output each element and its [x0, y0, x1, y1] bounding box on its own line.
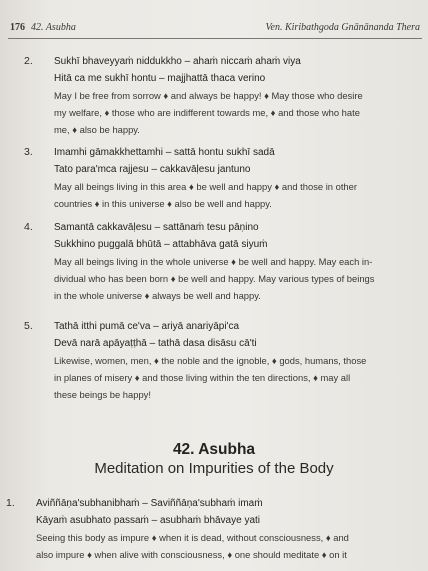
verse-number: 1.	[6, 497, 15, 509]
translation-line: my welfare, ♦ those who are indifferent towards me, ♦ and those who hate	[54, 107, 360, 118]
translation-line: Likewise, women, men, ♦ the noble and the ignoble, ♦ gods, humans, those	[54, 355, 367, 366]
pali-line: Hitā ca me sukhī hontu – majjhattā thaca verino	[54, 73, 266, 84]
chapter-running-title: 42. Asubha	[31, 22, 76, 33]
translation-line: May all beings living in the whole universe ♦ be well and happy. May each in-	[54, 256, 373, 267]
author-running-title: Ven. Kiribathgoda Gnānānanda Thera	[265, 22, 420, 33]
page-number: 176	[10, 22, 25, 33]
header-rule	[8, 38, 422, 39]
translation-line: these beings be happy!	[54, 389, 151, 400]
translation-line: countries ♦ in this universe ♦ also be well and happy.	[54, 198, 272, 209]
verse-number: 2.	[24, 55, 33, 67]
verse-number: 3.	[24, 146, 33, 158]
verse-number: 5.	[24, 320, 33, 332]
translation-line: May all beings living in this area ♦ be well and happy ♦ and those in other	[54, 181, 357, 192]
translation-line: also impure ♦ when alive with consciousness, ♦ one should meditate ♦ on it	[36, 549, 347, 560]
pali-line: Tato para'mca rajjesu – cakkavāḷesu jantuno	[54, 164, 251, 175]
translation-line: May I be free from sorrow ♦ and always be happy! ♦ May those who desire	[54, 90, 363, 101]
section-subtitle: Meditation on Impurities of the Body	[94, 460, 334, 477]
pali-line: Kāyaṁ asubhato passaṁ – asubhaṁ bhāvaye yati	[36, 515, 261, 526]
translation-line: in the whole universe ♦ always be well and happy.	[54, 290, 261, 301]
pali-line: Tathā itthi pumā ce'va – ariyā anariyāpi'ca	[54, 321, 240, 332]
translation-line: in planes of misery ♦ and those living within the ten directions, ♦ may all	[54, 372, 351, 383]
pali-line: Imamhi gāmakkhettamhi – sattā hontu sukhī sadā	[54, 147, 275, 158]
pali-line: Aviññāṇa'subhanibhaṁ – Saviññāṇa'subhaṁ imaṁ	[36, 498, 263, 509]
translation-line: me, ♦ also be happy.	[54, 124, 140, 135]
verse-number: 4.	[24, 221, 33, 233]
pali-line: Sukhī bhaveyyaṁ niddukkho – ahaṁ niccaṁ ahaṁ viya	[54, 56, 301, 67]
pali-line: Sukkhino puggalā bhūtā – attabhāva gatā siyuṁ	[54, 239, 268, 250]
translation-line: dividual who has been born ♦ be well and happy. May various types of beings	[54, 273, 375, 284]
section-title: 42. Asubha	[172, 441, 256, 458]
translation-line: Seeing this body as impure ♦ when it is dead, without consciousness, ♦ and	[36, 532, 349, 543]
pali-line: Devā narā apāyaṭṭhā – tathā dasa disāsu cā'ti	[54, 338, 257, 349]
pali-line: Samantā cakkavāḷesu – sattānaṁ tesu pāṇino	[54, 222, 259, 233]
